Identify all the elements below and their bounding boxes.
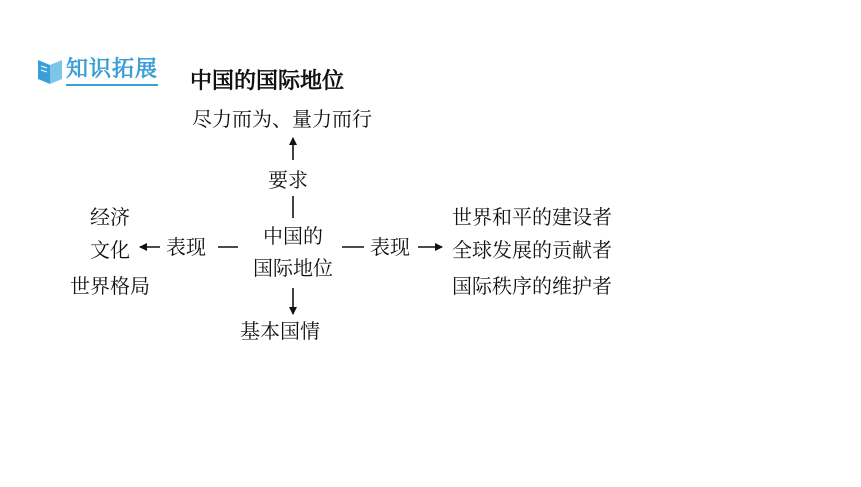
badge-label: 知识拓展 bbox=[66, 58, 158, 86]
node-role-order: 国际秩序的维护者 bbox=[452, 274, 612, 298]
node-basic-conditions: 基本国情 bbox=[240, 319, 320, 343]
node-area-world-pattern: 世界格局 bbox=[70, 274, 150, 298]
edge-label-right: 表现 bbox=[370, 235, 410, 259]
node-role-peace: 世界和平的建设者 bbox=[452, 205, 612, 229]
node-role-development: 全球发展的贡献者 bbox=[452, 238, 612, 262]
node-requirement: 尽力而为、量力而行 bbox=[192, 107, 372, 131]
node-area-culture: 文化 bbox=[90, 238, 130, 262]
node-center-line2: 国际地位 bbox=[253, 256, 333, 280]
edge-label-left: 表现 bbox=[166, 235, 206, 259]
node-center-line1: 中国的 bbox=[263, 224, 323, 248]
node-area-economy: 经济 bbox=[90, 205, 130, 229]
edge-label-requirement: 要求 bbox=[268, 168, 308, 192]
page-title: 中国的国际地位 bbox=[190, 69, 345, 94]
